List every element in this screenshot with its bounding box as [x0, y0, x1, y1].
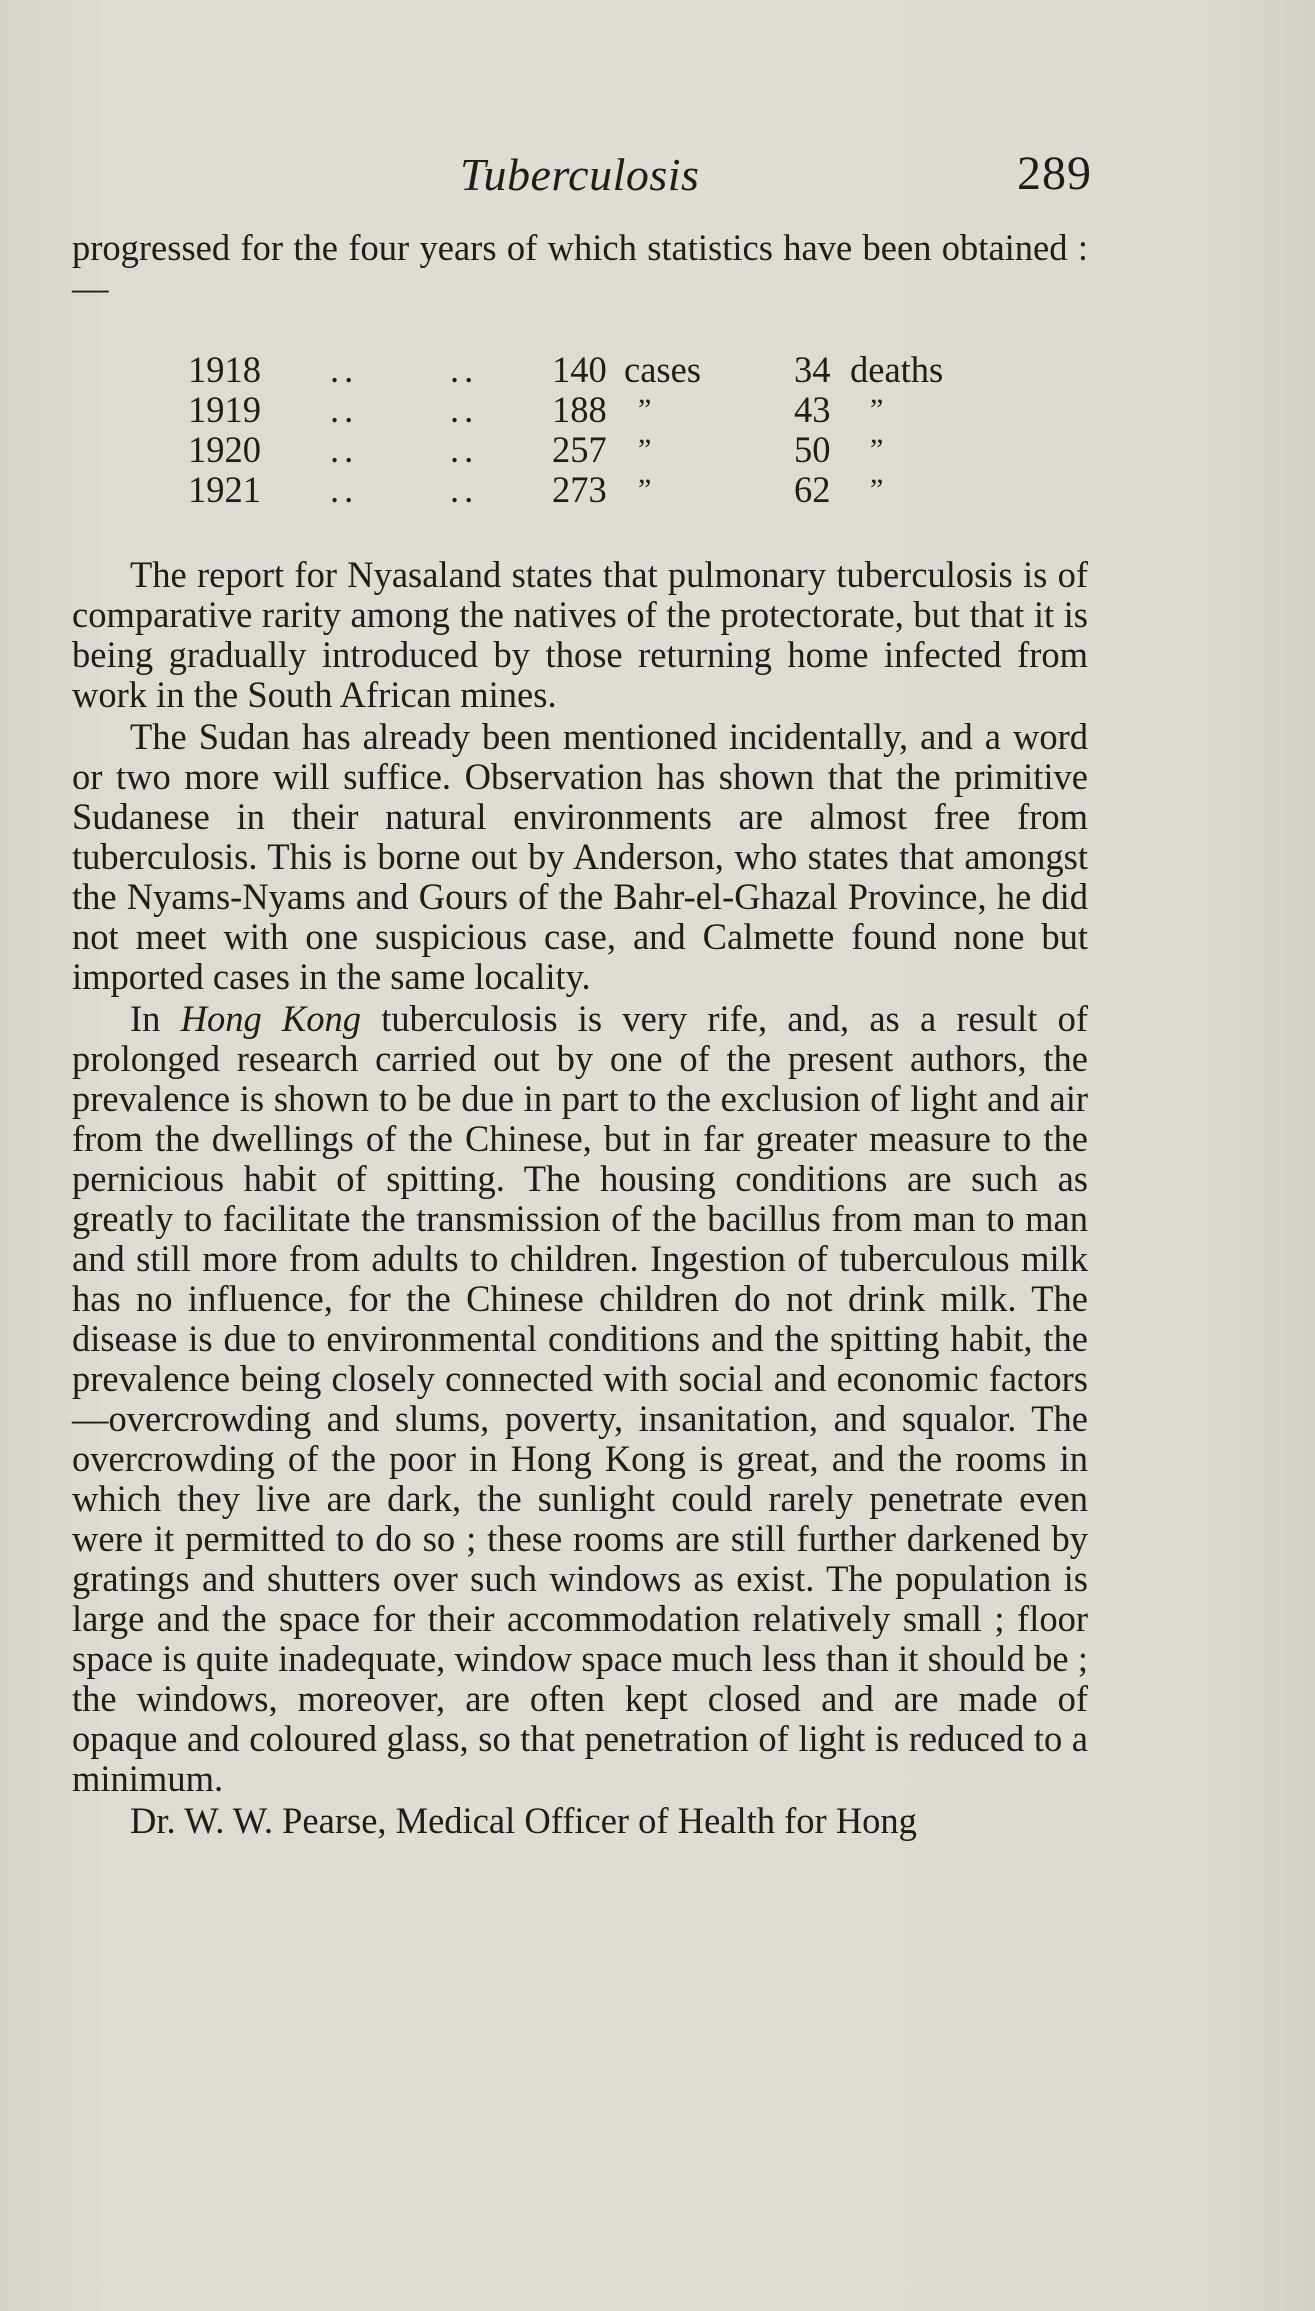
page-number: 289	[1017, 147, 1092, 200]
leader-dots: ..	[450, 469, 479, 510]
table-row	[188, 390, 943, 430]
leader-dots: ..	[330, 429, 359, 470]
year-cell: 1918	[188, 349, 261, 390]
cases-value: 188	[552, 389, 607, 430]
cases-label: cases	[624, 349, 702, 390]
deaths-value: 43	[794, 389, 831, 430]
year-cell: 1919	[188, 389, 261, 430]
paragraph-hong-kong	[72, 999, 1088, 1799]
year-cell: 1921	[188, 469, 261, 510]
paragraph-nyasaland: The report for Nyasaland states that pulmonary tuberculosis is of comparative rarity among the natives of the protectorate, but that it is being gradually introduced by those returning home infected from work in the South African mines.	[72, 554, 1088, 715]
ditto-mark: ”	[638, 473, 652, 506]
cases-value: 257	[552, 429, 607, 470]
hong-kong-emphasis: Hong Kong	[180, 998, 362, 1039]
ditto-mark: ”	[638, 393, 652, 426]
paragraph-pearse: Dr. W. W. Pearse, Medical Officer of Health for Hong	[130, 1800, 917, 1841]
running-head	[72, 148, 1092, 208]
leader-dots: ..	[330, 349, 359, 390]
ditto-mark: ”	[638, 433, 652, 466]
paragraph-hong-kong-lead: In	[130, 998, 161, 1039]
table-row	[188, 470, 943, 510]
body-text	[72, 555, 1088, 1843]
statistics-table	[188, 350, 943, 510]
leader-dots: ..	[450, 429, 479, 470]
leader-dots: ..	[450, 389, 479, 430]
intro-text: progressed for the four years of which statistics have been obtained :—	[72, 227, 1088, 308]
paragraph-sudan: The Sudan has already been mentioned incidentally, and a word or two more will suffice. Observation has shown that the primitive Sudanese in their natural environments are almost free from tuberculosis. This is borne out by Anderson, who states that amongst the Nyams-Nyams and Gours of the Bahr-el-Ghazal Province, he did not meet with one suspicious case, and Calmette found none but imported cases in the same locality.	[72, 716, 1088, 997]
table-row	[188, 350, 943, 390]
running-head-title: Tuberculosis	[460, 149, 700, 200]
leader-dots: ..	[330, 389, 359, 430]
ditto-mark: ”	[870, 393, 884, 426]
deaths-label: deaths	[850, 349, 944, 390]
leader-dots: ..	[330, 469, 359, 510]
table-row	[188, 430, 943, 470]
paragraph-hong-kong-body: tuberculosis is very rife, and, as a result of prolonged research carried out by one of the present authors, the prevalence is shown to be due in part to the exclusion of light and air from the dwellings of the Chinese, but in far greater measure to the pernicious habit of spitting. The housing conditions are such as greatly to facilitate the transmission of the bacillus from man to man and still more from adults to children. Ingestion of tuberculous milk has no influence, for the Chinese children do not drink milk. The disease is due to environmental conditions and the spitting habit, the prevalence being closely connected with social and economic factors—overcrowding and slums, poverty, insanitation, and squalor. The overcrowding of the poor in Hong Kong is great, and the rooms in which they live are dark, the sunlight could rarely penetrate even were it permitted to do so ; these rooms are still further darkened by gratings and shutters over such windows as exist. The population is large and the space for their accommodation relatively small ; floor space is quite inadequate, window space much less than it should be ; the windows, moreover, are often kept closed and are made of opaque and coloured glass, so that penetration of light is reduced to a minimum.	[72, 998, 1089, 1799]
leader-dots: ..	[450, 349, 479, 390]
deaths-value: 50	[794, 429, 831, 470]
ditto-mark: ”	[870, 473, 884, 506]
deaths-value: 34	[794, 349, 831, 390]
deaths-value: 62	[794, 469, 831, 510]
cases-value: 273	[552, 469, 607, 510]
ditto-mark: ”	[870, 433, 884, 466]
cases-value: 140	[552, 349, 607, 390]
year-cell: 1920	[188, 429, 261, 470]
